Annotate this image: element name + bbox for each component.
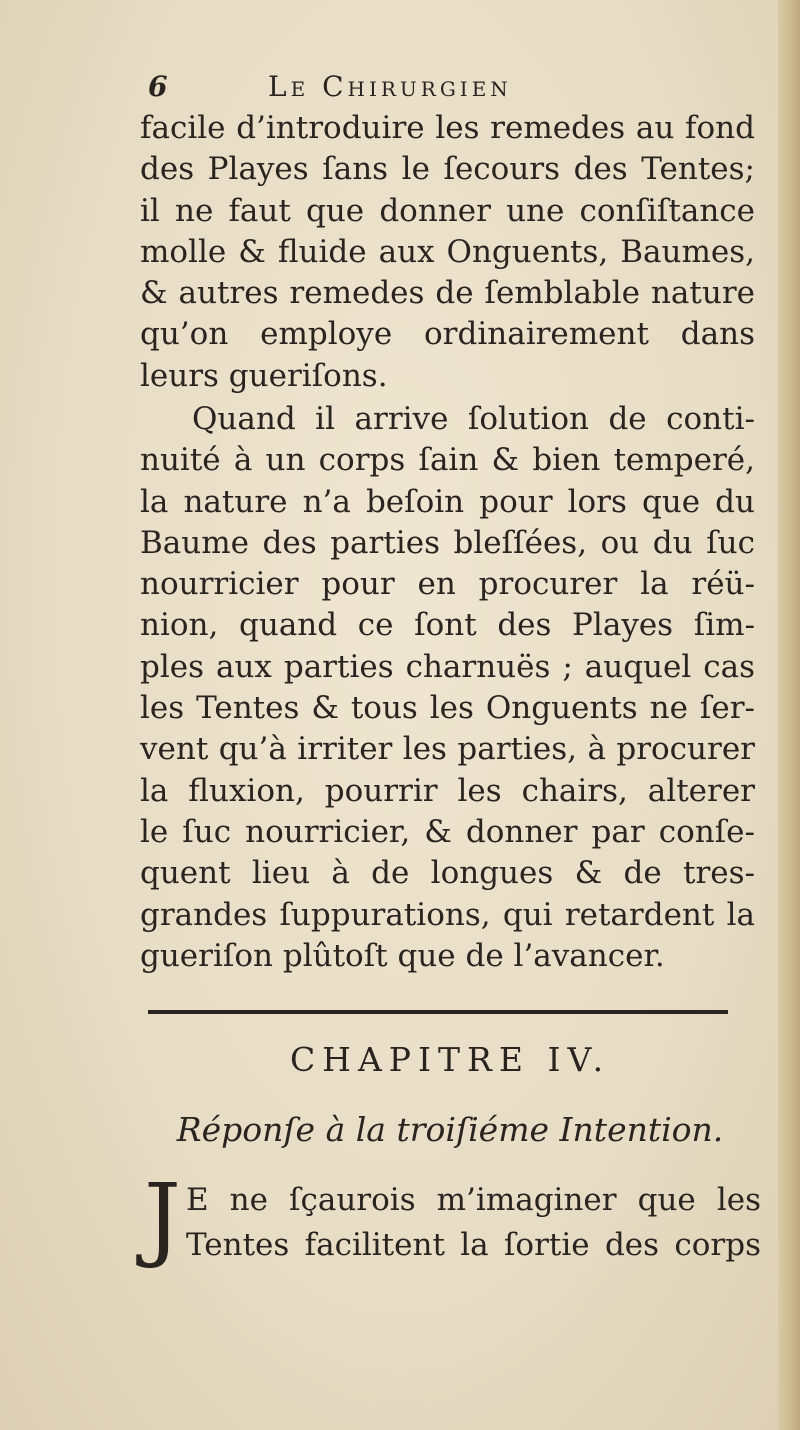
text-line: la fluxion, pourrir les chairs, alterer bbox=[140, 772, 755, 809]
text-line: des Playes ſans le ſecours des Tentes; bbox=[140, 151, 755, 188]
text-line: la nature n’a beſoin pour lors que du bbox=[140, 483, 755, 520]
text-line: le ſuc nourricier, & donner par conſe- bbox=[140, 813, 755, 850]
running-head bbox=[148, 70, 648, 110]
text-line: Baume des parties bleſſées, ou du ſuc bbox=[140, 524, 755, 561]
text-line: Quand il arrive ſolution de conti- bbox=[192, 401, 755, 437]
drop-cap: J bbox=[144, 1164, 181, 1271]
text-line: nion, quand ce ſont des Playes ſim- bbox=[140, 607, 755, 644]
text-line: molle & fluide aux Onguents, Baumes, bbox=[140, 233, 755, 270]
paragraph-3 bbox=[186, 1178, 766, 1268]
text-line: qu’on employe ordinairement dans bbox=[140, 316, 755, 353]
text-line: facile d’introduire les remedes au fond bbox=[140, 110, 755, 146]
text-line: il ne faut que donner une conſiſtance bbox=[140, 192, 755, 229]
page-edge bbox=[778, 0, 800, 1430]
text-line: leurs gueriſons. bbox=[140, 357, 388, 394]
text-line: gueriſon plûtoſt que de l’avancer. bbox=[140, 937, 665, 974]
text-line: nourricier pour en procurer la réü- bbox=[140, 566, 755, 603]
text-line: E ne ſçaurois m’imaginer que les bbox=[186, 1182, 761, 1218]
paragraph-2 bbox=[140, 399, 760, 977]
text-line: grandes ſuppurations, qui retardent la bbox=[140, 896, 755, 933]
text-line: quent lieu à de longues & de tres- bbox=[140, 855, 755, 892]
text-line: les Tentes & tous les Onguents ne ſer- bbox=[140, 690, 755, 727]
section-divider bbox=[148, 1010, 728, 1014]
running-head-title: Le Chirurgien bbox=[268, 70, 512, 103]
text-line: nuité à un corps ſain & bien temperé, bbox=[140, 442, 755, 479]
text-line: & autres remedes de ſemblable nature bbox=[140, 275, 755, 312]
text-line: Tentes facilitent la ſortie des corps bbox=[186, 1227, 761, 1263]
text-line: ples aux parties charnuës ; auquel cas bbox=[140, 648, 755, 685]
paragraph-1 bbox=[140, 108, 760, 397]
chapter-subtitle: Réponſe à la troiſiéme Intention. bbox=[176, 1110, 724, 1149]
page-number: 6 bbox=[148, 70, 171, 103]
chapter-heading: CHAPITRE IV. bbox=[289, 1040, 611, 1079]
text-line: vent qu’à irriter les parties, à procurer bbox=[140, 731, 755, 768]
